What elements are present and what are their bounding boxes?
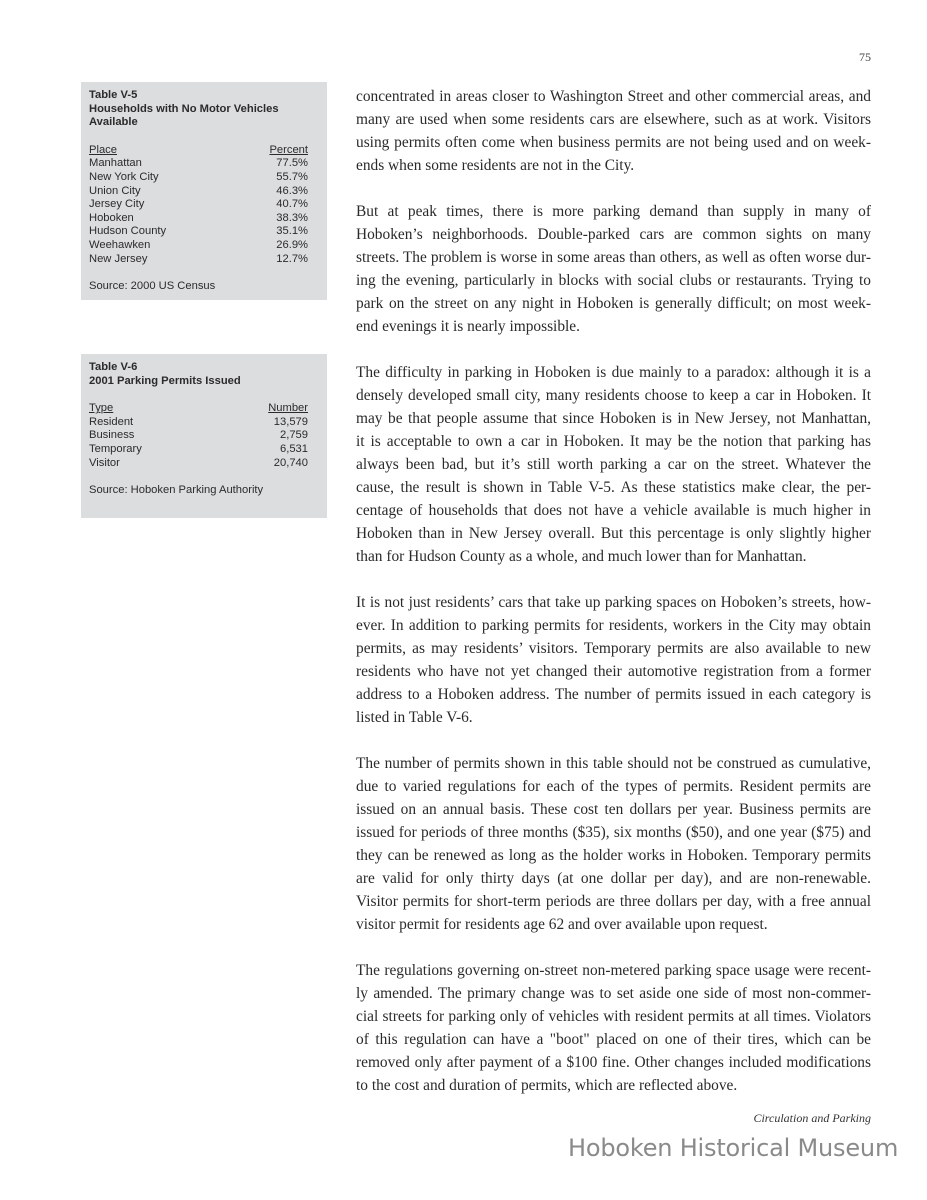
table-source: Source: 2000 US Census <box>89 280 216 293</box>
text-line: of this regulation can have a "boot" placed on one of their tires, which can be <box>356 1031 871 1048</box>
table-title: 2001 Parking Permits Issued <box>89 374 241 387</box>
cell-number: 20,740 <box>273 456 308 469</box>
text-line: visitor permit for residents age 62 and over available upon request. <box>356 916 768 933</box>
text-line: The number of permits shown in this table should not be construed as cumulative, <box>356 755 871 772</box>
cell-type: Business <box>89 429 135 442</box>
table-row <box>89 429 308 443</box>
text-line: The difficulty in parking in Hoboken is due mainly to a paradox: although it is a <box>356 364 871 381</box>
text-line: centage of households that does not have a vehicle available is much higher in <box>356 502 871 519</box>
cell-percent: 46.3% <box>276 184 308 197</box>
table-row <box>89 416 308 430</box>
watermark: Hoboken Historical Museum <box>568 1134 899 1162</box>
table-row <box>89 185 308 199</box>
cell-type: Visitor <box>89 456 120 469</box>
paragraph <box>356 200 871 338</box>
paragraph <box>356 959 871 1097</box>
text-line: issued for periods of three months ($35), six months ($50), and one year ($75) and <box>356 824 871 841</box>
table-row <box>89 457 308 471</box>
table-header <box>89 402 308 416</box>
text-line: Visitor permits for short-term periods are three dollars per day, with a free annual <box>356 893 871 910</box>
cell-number: 13,579 <box>273 415 308 428</box>
cell-place: Manhattan <box>89 157 142 170</box>
text-line: ing the evening, particularly in blocks with social clubs or restaurants. Trying to <box>356 272 871 289</box>
text-line: Hoboken than in New Jersey overall. But this percentage is only slightly higher <box>356 525 871 542</box>
table-row <box>89 239 308 253</box>
text-line: issued on an annual basis. These cost ten dollars per year. Business permits are <box>356 801 871 818</box>
text-line: it is acceptable to own a car in Hoboken. It may be the notion that parking has <box>356 433 871 450</box>
column-header-percent: Percent <box>269 143 308 156</box>
cell-percent: 40.7% <box>276 198 308 211</box>
text-line: always been bad, but it’s still worth parking a car on the street. Whatever the <box>356 456 871 473</box>
text-line: It is not just residents’ cars that take up parking spaces on Hoboken’s streets, how- <box>356 594 871 611</box>
cell-type: Resident <box>89 415 134 428</box>
text-line: end evenings it is nearly impossible. <box>356 318 580 335</box>
table-row <box>89 225 308 239</box>
text-line: cause, the result is shown in Table V-5. As these statistics make clear, the per- <box>356 479 871 496</box>
table-row <box>89 171 308 185</box>
cell-place: New Jersey <box>89 252 148 265</box>
text-line: removed only after payment of a $100 fine. Other changes included modifications <box>356 1054 871 1071</box>
column-header-type: Type <box>89 402 114 415</box>
table-body <box>89 157 308 266</box>
cell-place: Union City <box>89 184 141 197</box>
text-line: concentrated in areas closer to Washington Street and other commercial areas, and <box>356 88 871 105</box>
column-header-number: Number <box>268 402 308 415</box>
body-text <box>356 85 871 1120</box>
table-row <box>89 212 308 226</box>
text-line: But at peak times, there is more parking demand than supply in many of <box>356 203 871 220</box>
paragraph <box>356 591 871 729</box>
page-number: 75 <box>859 50 871 64</box>
table-v6 <box>81 354 327 518</box>
running-footer: Circulation and Parking <box>753 1111 871 1125</box>
table-label: Table V-6 <box>89 361 138 373</box>
text-line: they can be renewed as long as the holder works in Hoboken. Temporary permits <box>356 847 871 864</box>
table-header <box>89 144 308 158</box>
table-row <box>89 443 308 457</box>
column-header-place: Place <box>89 143 117 156</box>
text-line: may be that people assume that since Hoboken is in New Jersey, not Manhattan, <box>356 410 871 427</box>
cell-place: Weehawken <box>89 238 151 251</box>
text-line: than for Hudson County as a whole, and much lower than for Manhattan. <box>356 548 807 565</box>
cell-place: Hudson County <box>89 225 167 238</box>
cell-number: 6,531 <box>280 442 308 455</box>
cell-number: 2,759 <box>280 429 308 442</box>
cell-type: Temporary <box>89 442 142 455</box>
text-line: permits, as may residents’ visitors. Temporary permits are also available to new <box>356 640 871 657</box>
text-line: using permits often come when business permits are not being used and on week- <box>356 134 871 151</box>
text-line: ever. In addition to parking permits for residents, workers in the City may obtain <box>356 617 871 634</box>
text-line: residents who have not yet changed their automotive registration from a former <box>356 663 871 680</box>
paragraph <box>356 361 871 568</box>
cell-percent: 38.3% <box>276 211 308 224</box>
text-line: densely developed small city, many residents choose to keep a car in Hoboken. It <box>356 387 871 404</box>
cell-place: New York City <box>89 170 159 183</box>
cell-percent: 35.1% <box>276 225 308 238</box>
table-row <box>89 157 308 171</box>
text-line: Hoboken’s neighborhoods. Double-parked cars are common sights on many <box>356 226 871 243</box>
cell-percent: 77.5% <box>276 157 308 170</box>
text-line: park on the street on any night in Hoboken is generally difficult; on most week- <box>356 295 871 312</box>
text-line: are valid for only thirty days (at one dollar per day), and are non-renewable. <box>356 870 871 887</box>
table-row <box>89 253 308 267</box>
text-line: due to varied regulations for each of the types of permits. Resident permits are <box>356 778 871 795</box>
paragraph <box>356 752 871 936</box>
table-body <box>89 416 308 470</box>
table-title: Households with No Motor Vehicles Available <box>89 102 279 129</box>
paragraph <box>356 85 871 177</box>
text-line: ly amended. The primary change was to set aside one side of most non-commer- <box>356 985 871 1002</box>
text-line: many are used when some residents cars are elsewhere, such as at work. Visitors <box>356 111 871 128</box>
text-line: to the cost and duration of permits, which are reflected above. <box>356 1077 738 1094</box>
cell-place: Jersey City <box>89 198 145 211</box>
cell-percent: 26.9% <box>276 238 308 251</box>
cell-percent: 12.7% <box>276 252 308 265</box>
text-line: The regulations governing on-street non-metered parking space usage were recent- <box>356 962 871 979</box>
table-source: Source: Hoboken Parking Authority <box>89 484 264 497</box>
text-line: cial streets for parking only of vehicles with resident permits at all times. Violators <box>356 1008 871 1025</box>
text-line: listed in Table V-6. <box>356 709 473 726</box>
table-row <box>89 198 308 212</box>
cell-place: Hoboken <box>89 211 134 224</box>
table-v5 <box>81 82 327 300</box>
text-line: streets. The problem is worse in some areas than others, as well as often worse dur- <box>356 249 871 266</box>
cell-percent: 55.7% <box>276 170 308 183</box>
text-line: address to a Hoboken address. The number of permits issued in each category is <box>356 686 871 703</box>
text-line: ends when some residents are not in the City. <box>356 157 635 174</box>
table-label: Table V-5 <box>89 89 138 101</box>
